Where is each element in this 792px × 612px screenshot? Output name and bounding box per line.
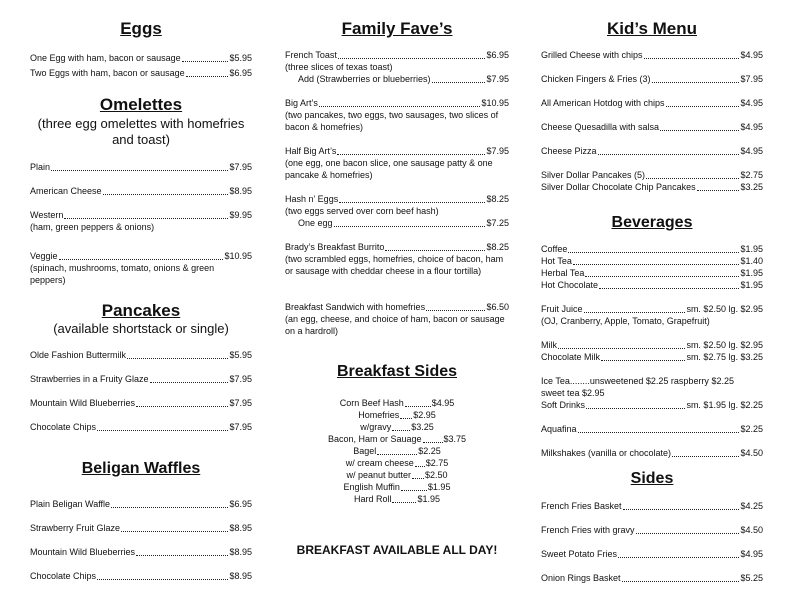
item-price: $6.95 [229,499,252,509]
item-price: $4.25 [740,501,763,511]
item-name: Strawberries in a Fruity Glaze [30,374,149,384]
menu-item [285,241,509,277]
omelettes-subtitle: (three egg omelettes with homefries and toast) [37,116,245,147]
item-name: Big Art’s [285,98,318,108]
leader-dots [150,381,229,383]
item-name: French Toast [285,50,337,60]
kids-heading: Kid’s Menu [606,19,698,38]
item-price: $6.50 [486,302,509,312]
item-name: Plain [30,162,51,172]
leader-dots [182,60,229,62]
item-price: sm. $2.50 lg. $2.95 [686,304,763,314]
pancakes-heading: Pancakes [101,301,181,320]
item-name: Western [30,210,64,220]
item-name: Mountain Wild Blueberries [30,547,136,557]
leader-dots [672,455,739,457]
item-price: $8.95 [229,523,252,533]
menu-item [285,193,509,229]
item-price: sm. $2.75 lg. $3.25 [686,352,763,362]
leader-dots [644,57,740,59]
leader-dots [412,477,424,479]
item-description: (two pancakes, two eggs, two sausages, two slices of bacon & homefries) [285,110,499,132]
menu-item [358,409,436,421]
leader-dots [568,251,739,253]
item-price: $5.95 [229,53,252,63]
item-description: (spinach, mushrooms, tomato, onions & green peppers) [30,263,215,285]
leader-dots [578,431,740,433]
item-name: Olde Fashion Buttermilk [30,350,127,360]
family-heading: Family Fave’s [341,19,453,38]
item-name: Plain Beligan Waffle [30,499,111,509]
menu-item [541,255,763,267]
menu-item [541,303,763,327]
leader-dots [405,405,431,407]
leader-dots [666,105,740,107]
item-description: (ham, green peppers & onions) [30,222,155,232]
item-price: $1.95 [417,494,441,504]
leader-dots [601,359,685,361]
item-name: Cheese Pizza [541,146,597,156]
item-price: $7.25 [486,218,509,228]
item-price: $7.95 [486,74,509,84]
item-price: $7.95 [740,74,763,84]
menu-item [30,522,252,534]
leader-dots [334,225,486,227]
leader-dots [622,580,740,582]
item-name: Hard Roll [353,494,392,504]
leader-dots [401,489,427,491]
leader-dots [400,417,412,419]
menu-item [346,457,449,469]
menu-item [541,73,763,85]
column-middle [285,0,509,612]
leader-dots [111,506,228,508]
item-price: sm. $2.50 lg. $2.95 [686,340,763,350]
item-price: $7.95 [229,422,252,432]
leader-dots [121,530,228,532]
item-price: $4.95 [740,122,763,132]
sides-heading: Sides [630,470,674,487]
menu-item [541,351,763,363]
menu-item [541,339,763,351]
leader-dots [338,57,486,59]
item-price: $7.95 [229,162,252,172]
item-name: Bagel [353,446,377,456]
menu-item [541,97,763,109]
leader-dots [136,554,228,556]
menu-item [285,49,509,85]
column-right [541,0,763,612]
leader-dots [432,81,486,83]
item-name: Chocolate Chips [30,571,97,581]
leader-dots [697,189,740,191]
leader-dots [51,169,228,171]
menu-item [541,145,763,157]
item-name: Onion Rings Basket [541,573,621,583]
item-name: w/gravy [360,422,392,432]
menu-item [30,546,252,558]
item-name: Mountain Wild Blueberries [30,398,136,408]
leader-dots [97,429,228,431]
column-left [30,0,252,612]
menu-item [541,524,763,536]
menu-item [30,421,252,433]
item-name: Fruit Juice [541,304,583,314]
waffles-heading: Beligan Waffles [81,460,201,477]
item-price: $6.95 [229,68,252,78]
leader-dots [64,217,228,219]
menu-item [344,481,451,493]
menu-item [541,548,763,560]
item-name: Hot Tea [541,256,572,266]
item-description: (one egg, one bacon slice, one sausage patty & one pancake & homefries) [285,158,493,180]
item-name: Milk [541,340,557,350]
leader-dots [586,407,685,409]
item-description: (an egg, cheese, and choice of ham, bacon or sausage on a hardroll) [285,314,505,336]
leader-dots [618,556,739,558]
leader-dots [426,309,485,311]
menu-item [340,397,455,409]
breakfast-sides-heading: Breakfast Sides [336,363,458,380]
item-price: $2.75 [425,458,449,468]
menu-item [30,185,252,197]
item-name: Corn Beef Hash [339,398,404,408]
leader-dots [59,258,224,260]
item-price: $3.25 [740,182,763,192]
item-name: French Fries with gravy [541,525,635,535]
menu-item [541,267,763,279]
menu-item [354,493,440,505]
item-name: Bacon, Ham or Sauage [327,434,422,444]
item-name: English Muffin [343,482,400,492]
menu-item [541,572,763,584]
menu-item [30,498,252,510]
menu-item [30,570,252,582]
menu-item [328,433,466,445]
item-price: $8.95 [229,186,252,196]
menu-item [30,209,252,233]
item-name: Soft Drinks [541,400,586,410]
item-price: $1.95 [740,244,763,254]
item-price: $9.95 [229,210,252,220]
menu-item [541,447,763,459]
leader-dots [646,177,739,179]
leader-dots [598,153,740,155]
item-name: Two Eggs with ham, bacon or sausage [30,68,185,78]
item-name: Silver Dollar Chocolate Chip Pancakes [541,182,696,192]
menu-item [30,349,252,361]
item-price: $6.95 [486,50,509,60]
item-price: $10.95 [224,251,252,261]
menu-item [30,52,252,64]
item-name: Brady’s Breakfast Burrito [285,242,385,252]
beverages-heading: Beverages [611,214,693,231]
item-name: sweet tea $2.95 [541,388,605,398]
item-price: $2.25 [418,446,441,456]
item-name: Ice Tea........unsweetened $2.25 raspberry $2.25 [541,376,734,386]
item-name: French Fries Basket [541,501,622,511]
item-name: w/ peanut butter [346,470,411,480]
item-name: American Cheese [30,186,102,196]
item-name: Chocolate Chips [30,422,97,432]
item-name: Herbal Tea [541,268,585,278]
menu-item [353,445,441,457]
item-description: (three slices of texas toast) [285,62,393,72]
item-name: Sweet Potato Fries [541,549,618,559]
menu-item [30,161,252,173]
leader-dots [392,501,416,503]
leader-dots [585,275,739,277]
leader-dots [573,263,740,265]
item-name: Grilled Cheese with chips [541,50,643,60]
item-price: $4.95 [740,50,763,60]
leader-dots [136,405,228,407]
menu-item [285,145,509,181]
eggs-heading: Eggs [120,19,162,38]
leader-dots [392,429,410,431]
item-price: $8.25 [486,194,509,204]
leader-dots [558,347,685,349]
item-name: Aquafina [541,424,577,434]
menu-item [30,397,252,409]
item-name: Hash n’ Eggs [285,194,339,204]
leader-dots [319,105,481,107]
menu-item [30,250,252,286]
item-name: Breakfast Sandwich with homefries [285,302,426,312]
item-price: $1.40 [740,256,763,266]
menu-item [541,181,763,193]
item-name: Coffee [541,244,568,254]
item-name: Hot Chocolate [541,280,599,290]
item-price: $4.50 [740,448,763,458]
item-price: $3.75 [443,434,467,444]
pancakes-subtitle: (available shortstack or single) [53,321,229,336]
item-name: One egg [298,218,333,228]
item-name: w/ cream cheese [345,458,414,468]
leader-dots [103,193,229,195]
item-price: $4.95 [740,146,763,156]
item-description: (OJ, Cranberry, Apple, Tomato, Grapefruit) [541,316,710,326]
leader-dots [623,508,740,510]
item-price: $3.25 [411,422,434,432]
menu-item [541,279,763,291]
item-name: Veggie [30,251,58,261]
item-description: (two scrambled eggs, homefries, choice of bacon, ham or sausage with cheddar cheese in a flour tortilla) [285,254,504,276]
leader-dots [97,578,228,580]
item-name: Silver Dollar Pancakes (5) [541,170,646,180]
item-name: Homefries [358,410,400,420]
item-price: $8.95 [229,571,252,581]
item-price: $8.95 [229,547,252,557]
breakfast-sides-list [285,397,509,505]
leader-dots [599,287,739,289]
item-description: (two eggs served over corn beef hash) [285,206,439,216]
item-name: Chocolate Milk [541,352,601,362]
menu-item [285,97,509,133]
leader-dots [636,532,740,534]
menu-item [360,421,434,433]
menu-item [541,500,763,512]
item-name: Half Big Art’s [285,146,337,156]
item-name: All American Hotdog with chips [541,98,665,108]
menu-item [30,373,252,385]
menu-item [285,301,509,337]
leader-dots [415,465,425,467]
item-price: $8.25 [486,242,509,252]
leader-dots [337,153,485,155]
item-name: One Egg with ham, bacon or sausage [30,53,181,63]
leader-dots [127,357,228,359]
leader-dots [377,453,417,455]
item-price: $5.25 [740,573,763,583]
item-price: $2.95 [413,410,436,420]
item-price: $7.95 [486,146,509,156]
item-price: $7.95 [229,374,252,384]
menu-item [346,469,447,481]
menu-item [541,169,763,181]
item-price: $1.95 [740,268,763,278]
item-price: $4.95 [740,98,763,108]
item-name: Chicken Fingers & Fries (3) [541,74,651,84]
menu-item [541,121,763,133]
item-price: $4.95 [740,549,763,559]
menu-item [541,423,763,435]
leader-dots [339,201,485,203]
item-price: $2.25 [740,424,763,434]
menu-item [541,49,763,61]
leader-dots [584,311,686,313]
item-price: $1.95 [427,482,451,492]
item-price: $1.95 [740,280,763,290]
item-price: $5.95 [229,350,252,360]
item-price: $2.50 [425,470,448,480]
menu-item [30,67,252,79]
item-price: $2.75 [740,170,763,180]
leader-dots [385,249,485,251]
item-price: $4.95 [431,398,455,408]
item-price: $10.95 [481,98,509,108]
item-name: Strawberry Fruit Glaze [30,523,121,533]
breakfast-notice: BREAKFAST AVAILABLE ALL DAY! [296,543,498,557]
omelettes-heading: Omelettes [99,95,183,114]
item-name: Add (Strawberries or blueberries) [298,74,431,84]
item-price: $7.95 [229,398,252,408]
leader-dots [660,129,739,131]
menu-item [541,243,763,255]
item-price: $4.50 [740,525,763,535]
item-price: sm. $1.95 lg. $2.25 [686,400,763,410]
item-name: Cheese Quesadilla with salsa [541,122,660,132]
menu-item [541,375,763,411]
item-name: Milkshakes (vanilla or chocolate) [541,448,672,458]
leader-dots [423,441,443,443]
leader-dots [652,81,740,83]
leader-dots [186,75,229,77]
